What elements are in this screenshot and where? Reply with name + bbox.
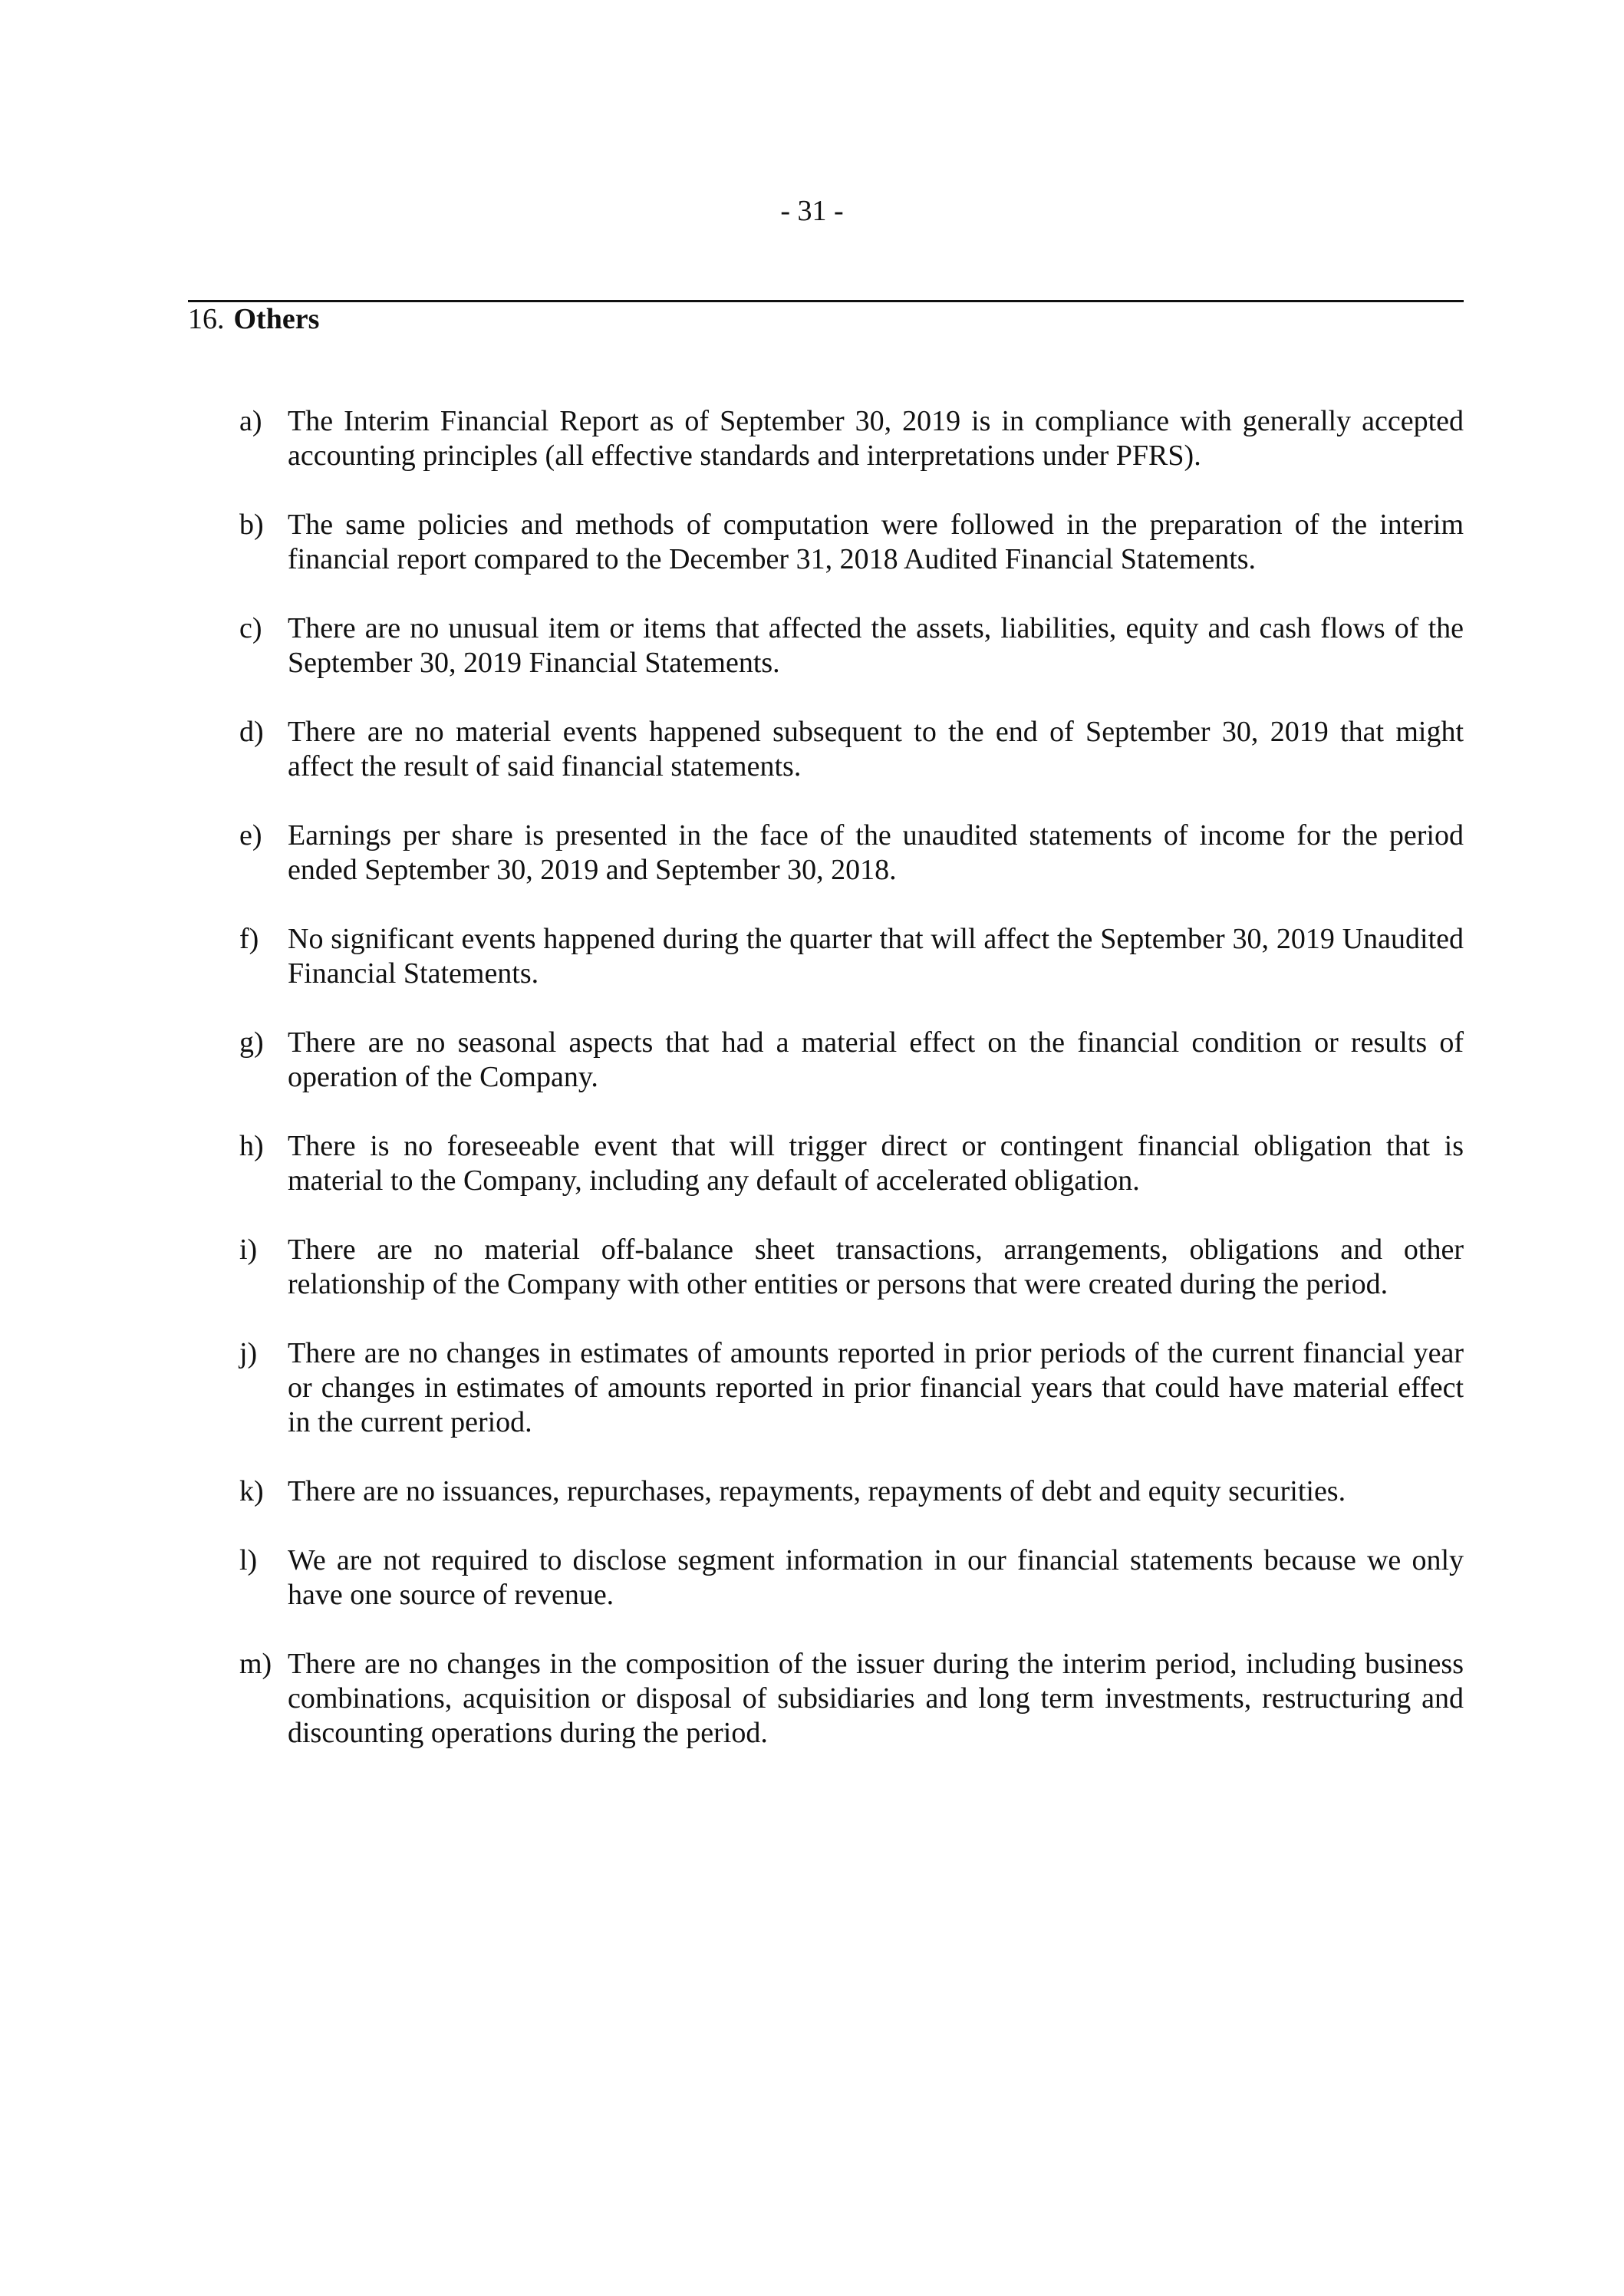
section-number: 16. (188, 303, 225, 335)
list-item-text: We are not required to disclose segment information in our financial statements because we only have one source of revenue. (288, 1544, 1464, 1611)
list-item (239, 611, 1464, 680)
list-item-marker: j) (239, 1337, 258, 1369)
list-item-marker: g) (239, 1026, 264, 1059)
list-item-marker: f) (239, 923, 259, 955)
list-item (239, 819, 1464, 888)
list-item (239, 1647, 1464, 1751)
disclosure-list (239, 404, 1464, 1785)
list-item-text: There are no changes in estimates of amounts reported in prior periods of the current financial year or changes in estimates of amounts reported in prior financial years that could have material effect in the current period. (288, 1337, 1464, 1438)
list-item-text: There are no seasonal aspects that had a material effect on the financial condition or results of operation of the Company. (288, 1026, 1464, 1093)
list-item (239, 1129, 1464, 1198)
list-item-marker: d) (239, 716, 264, 748)
list-item-text: There are no unusual item or items that affected the assets, liabilities, equity and cash flows of the September 30, 2019 Financial Statements. (288, 612, 1464, 679)
list-item (239, 715, 1464, 784)
list-item-text: There are no issuances, repurchases, repayments, repayments of debt and equity securities. (288, 1475, 1346, 1507)
page-number: - 31 - (780, 195, 844, 227)
list-item-text: There is no foreseeable event that will trigger direct or contingent financial obligation that is material to the Company, including any default of accelerated obligation. (288, 1130, 1464, 1197)
list-item-marker: h) (239, 1130, 264, 1162)
list-item (239, 1026, 1464, 1095)
list-item (239, 508, 1464, 577)
list-item-text: There are no material events happened subsequent to the end of September 30, 2019 that might affect the result of said financial statements. (288, 716, 1464, 782)
list-item-marker: k) (239, 1475, 264, 1507)
list-item (239, 922, 1464, 991)
list-item-marker: i) (239, 1234, 258, 1266)
list-item-marker: l) (239, 1544, 258, 1576)
list-item (239, 404, 1464, 473)
list-item (239, 1474, 1464, 1509)
list-item (239, 1233, 1464, 1302)
list-item (239, 1543, 1464, 1612)
list-item-marker: c) (239, 612, 262, 644)
section-heading (188, 301, 319, 337)
list-item (239, 1336, 1464, 1440)
list-item-marker: a) (239, 405, 262, 437)
list-item-text: There are no changes in the composition of the issuer during the interim period, including business combinations, acquisition or disposal of subsidiaries and long term investments, restructuring and discounting operations during the period. (288, 1648, 1464, 1749)
section-title: Others (233, 303, 320, 335)
section-divider (188, 300, 1464, 302)
list-item-text: No significant events happened during the quarter that will affect the September 30, 2019 Unaudited Financial Statements. (288, 923, 1464, 990)
list-item-marker: b) (239, 509, 264, 541)
list-item-marker: e) (239, 819, 262, 852)
list-item-text: The Interim Financial Report as of September 30, 2019 is in compliance with generally accepted accounting principles (all effective standards and interpretations under PFRS). (288, 405, 1464, 472)
list-item-text: The same policies and methods of computation were followed in the preparation of the interim financial report compared to the December 31, 2018 Audited Financial Statements. (288, 509, 1464, 575)
list-item-marker: m) (239, 1648, 272, 1680)
list-item-text: There are no material off-balance sheet transactions, arrangements, obligations and other relationship of the Company with other entities or persons that were created during the period. (288, 1234, 1464, 1300)
list-item-text: Earnings per share is presented in the face of the unaudited statements of income for the period ended September 30, 2019 and September 30, 2018. (288, 819, 1464, 886)
